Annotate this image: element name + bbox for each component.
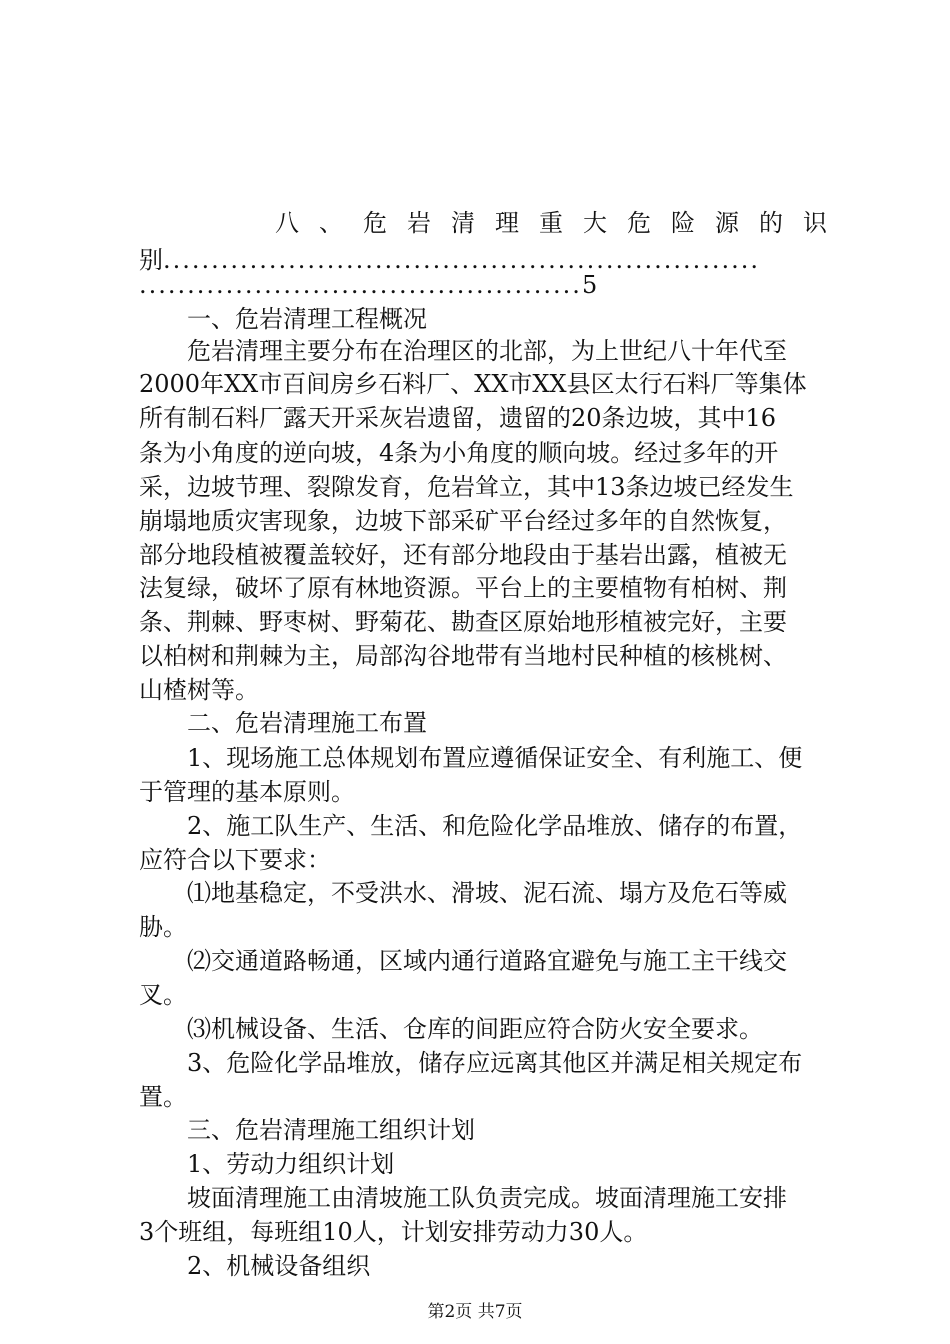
paragraph-line: ⑴地基稳定，不受洪水、滑坡、泥石流、塌方及危石等威: [187, 879, 787, 907]
paragraph-line: 危岩清理主要分布在治理区的北部，为上世纪八十年代至: [187, 337, 787, 365]
paragraph-line: 坡面清理施工由清坡施工队负责完成。坡面清理施工安排: [187, 1184, 787, 1212]
page-footer: 第2页 共7页: [427, 1302, 523, 1322]
paragraph-line: 所有制石料厂露天开采灰岩遗留，遗留的20条边坡，其中16: [139, 404, 777, 432]
toc-leader-dots: ..............................................: [139, 271, 582, 299]
heading-3: 三、危岩清理施工组织计划: [187, 1116, 475, 1144]
paragraph-line: 条为小角度的逆向坡，4条为小角度的顺向坡。经过多年的开: [139, 439, 779, 467]
paragraph-line: 叉。: [139, 981, 187, 1009]
paragraph-line: 采，边坡节理、裂隙发育，危岩耸立，其中13条边坡已经发生: [139, 473, 794, 501]
paragraph-line: 应符合以下要求：: [139, 846, 331, 874]
paragraph-line: 置。: [139, 1083, 187, 1111]
paragraph-line: 山楂树等。: [139, 676, 259, 704]
paragraph-line: 于管理的基本原则。: [139, 778, 355, 806]
paragraph-line: ⑵交通道路畅通，区域内通行道路宜避免与施工主干线交: [187, 947, 787, 975]
heading-2: 二、危岩清理施工布置: [187, 709, 427, 737]
paragraph-line: 2、施工队生产、生活、和危险化学品堆放、储存的布置，: [187, 812, 803, 840]
subheading: 1、劳动力组织计划: [187, 1150, 395, 1178]
paragraph-line: 3个班组，每班组10人，计划安排劳动力30人。: [139, 1218, 648, 1246]
paragraph-line: 以柏树和荆棘为主，局部沟谷地带有当地村民种植的核桃树、: [139, 642, 787, 670]
toc-entry-title: 八、危岩清理重大危险源的识: [275, 209, 847, 237]
paragraph-line: 崩塌地质灾害现象，边坡下部采矿平台经过多年的自然恢复，: [139, 507, 787, 535]
paragraph-line: 2000年XX市百间房乡石料厂、XX市XX县区太行石料厂等集体: [139, 370, 807, 398]
paragraph-line: 部分地段植被覆盖较好，还有部分地段由于基岩出露，植被无: [139, 541, 787, 569]
subheading: 2、机械设备组织: [187, 1252, 371, 1280]
toc-page-number: 5: [581, 271, 598, 299]
heading-1: 一、危岩清理工程概况: [187, 305, 427, 333]
paragraph-line: 1、现场施工总体规划布置应遵循保证安全、有利施工、便: [187, 744, 803, 772]
paragraph-line: 3、危险化学品堆放，储存应远离其他区并满足相关规定布: [187, 1049, 803, 1077]
toc-entry-line-3: [139, 268, 829, 302]
paragraph-line: ⑶机械设备、生活、仓库的间距应符合防火安全要求。: [187, 1015, 763, 1043]
toc-entry-title-cont: 别: [139, 246, 163, 274]
paragraph-line: 条、荆棘、野枣树、野菊花、勘查区原始地形植被完好，主要: [139, 608, 787, 636]
paragraph-line: 胁。: [139, 913, 187, 941]
paragraph-line: 法复绿，破坏了原有林地资源。平台上的主要植物有柏树、荆: [139, 574, 787, 602]
toc-leader-dots: ..............................................................: [163, 246, 760, 274]
